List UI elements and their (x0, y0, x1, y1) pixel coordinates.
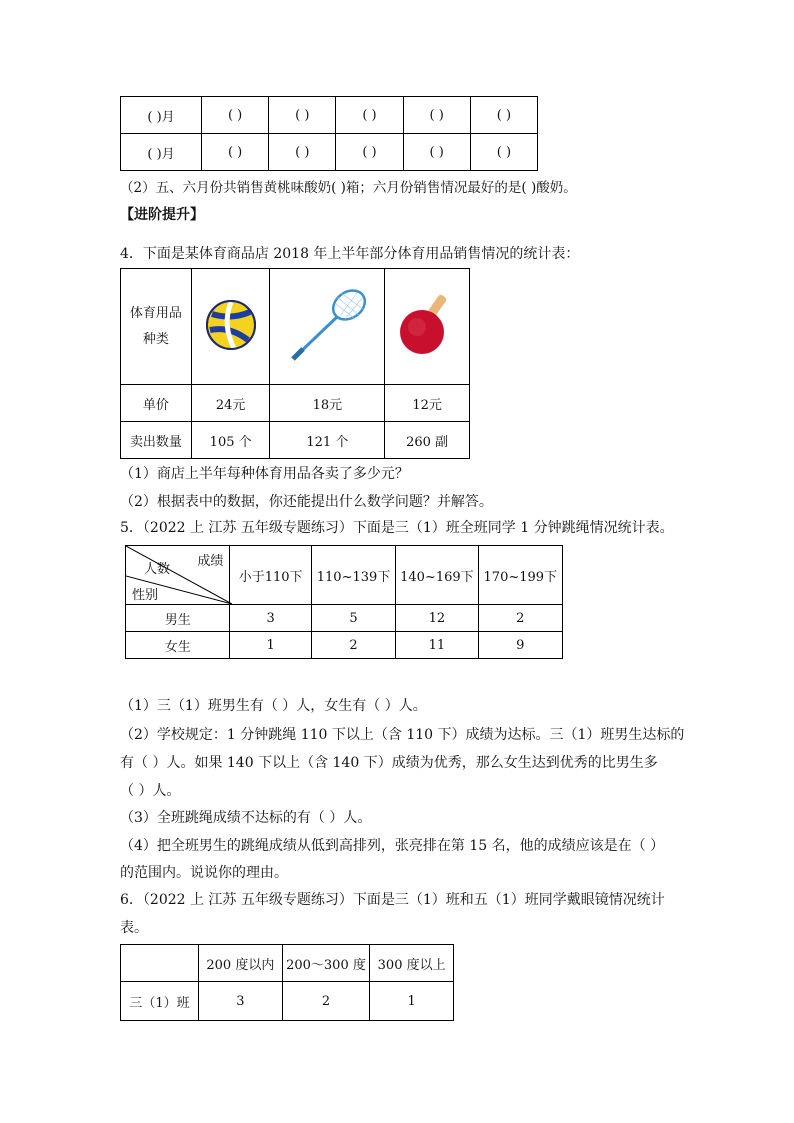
price-label: 单价 (121, 385, 192, 422)
q5-part3: （3）全班跳绳成绩不达标的有（ ）人。 (120, 810, 372, 826)
badminton-racket-icon (279, 285, 375, 365)
column-header: 200～300 度 (282, 945, 370, 982)
q6-title-line2: 表。 (120, 920, 148, 936)
table-row (121, 982, 454, 1021)
table-row (126, 546, 563, 605)
q5-part1: （1）三（1）班男生有（ ）人，女生有（ ）人。 (120, 698, 427, 714)
q5-title: 5．（2022 上 江苏 五年级专题练习）下面是三（1）班全班同学 1 分钟跳绳情况统计表。 (120, 520, 674, 536)
cell: 5 (311, 605, 395, 632)
sports-goods-table (120, 268, 470, 459)
jump-rope-table (125, 545, 563, 659)
q5-part2-line3: （ ）人。 (120, 783, 181, 799)
qty-cell: 121 个 (270, 422, 385, 459)
table-row (121, 945, 454, 982)
blank-cell: ( ) (202, 134, 269, 171)
row-label: 男生 (126, 605, 230, 632)
table-row (121, 97, 538, 134)
blank-cell: ( ) (269, 134, 336, 171)
row-label: 女生 (126, 632, 230, 659)
month-label: ( )月 (121, 97, 202, 134)
qty-cell: 105 个 (191, 422, 270, 459)
table-row (121, 422, 470, 459)
column-header: 110~139下 (311, 546, 395, 605)
q4-part2: （2）根据表中的数据，你还能提出什么数学问题？并解答。 (120, 494, 493, 510)
price-cell: 18元 (270, 385, 385, 422)
q4-part1: （1）商店上半年每种体育用品各卖了多少元？ (120, 466, 409, 482)
cell: 2 (282, 982, 370, 1021)
blank-month-table (120, 96, 538, 171)
cell: 2 (311, 632, 395, 659)
blank-cell: ( ) (403, 134, 470, 171)
month-label: ( )月 (121, 134, 202, 171)
cell: 1 (230, 632, 311, 659)
cell: 3 (199, 982, 283, 1021)
q4-title: 4．下面是某体育商品店 2018 年上半年部分体育用品销售情况的统计表： (120, 246, 580, 262)
cell: 9 (478, 632, 562, 659)
header-label-text: 体育用品种类 (129, 305, 182, 347)
column-header: 170~199下 (478, 546, 562, 605)
badminton-cell (270, 269, 385, 385)
table-row (126, 632, 563, 659)
glasses-table (120, 944, 454, 1021)
cell: 3 (230, 605, 311, 632)
price-cell: 12元 (385, 385, 470, 422)
blank-cell: ( ) (202, 97, 269, 134)
q5-part2-line1: （2）学校规定：1 分钟跳绳 110 下以上（含 110 下）成绩为达标。三（1）班男生达标的 (120, 727, 685, 743)
cell: 11 (396, 632, 478, 659)
price-cell: 24元 (191, 385, 270, 422)
diag-count: 人数 (144, 562, 171, 577)
blank-cell: ( ) (269, 97, 336, 134)
blank-cell: ( ) (403, 97, 470, 134)
qty-cell: 260 副 (385, 422, 470, 459)
qty-label: 卖出数量 (121, 422, 192, 459)
row-label: 三（1）班 (121, 982, 199, 1021)
volleyball-icon (204, 298, 258, 352)
column-header: 200 度以内 (199, 945, 283, 982)
q5-part4-line1: （4）把全班男生的跳绳成绩从低到高排列，张亮排在第 15 名，他的成绩应该是在（ ） (120, 838, 665, 854)
column-header: 140~169下 (396, 546, 478, 605)
table-row (126, 605, 563, 632)
table-row (121, 385, 470, 422)
header-label (121, 269, 192, 385)
q3-part2: （2）五、六月份共销售黄桃味酸奶( )箱；六月份销售情况最好的是( )酸奶。 (120, 180, 577, 196)
section-title: 【进阶提升】 (120, 207, 204, 223)
volleyball-cell (191, 269, 270, 385)
blank-cell: ( ) (336, 134, 403, 171)
ping-pong-paddle-icon (395, 290, 459, 360)
diag-gender: 性别 (132, 588, 159, 603)
cell: 12 (396, 605, 478, 632)
q6-title-line1: 6．（2022 上 江苏 五年级专题练习）下面是三（1）班和五（1）班同学戴眼镜情况统计 (120, 892, 665, 908)
blank-cell: ( ) (470, 134, 537, 171)
table-row (121, 269, 470, 385)
cell: 1 (370, 982, 454, 1021)
blank-cell: ( ) (470, 97, 537, 134)
empty-header (121, 945, 199, 982)
diagonal-header (126, 546, 230, 605)
diag-score: 成绩 (197, 554, 224, 569)
table-row (121, 134, 538, 171)
cell: 2 (478, 605, 562, 632)
column-header: 300 度以上 (370, 945, 454, 982)
q5-part2-line2: 有（ ）人。如果 140 下以上（含 140 下）成绩为优秀，那么女生达到优秀的比男生多 (120, 755, 658, 771)
q5-part4-line2: 的范围内。说说你的理由。 (120, 865, 288, 881)
blank-cell: ( ) (336, 97, 403, 134)
column-header: 小于110下 (230, 546, 311, 605)
pingpong-cell (385, 269, 470, 385)
